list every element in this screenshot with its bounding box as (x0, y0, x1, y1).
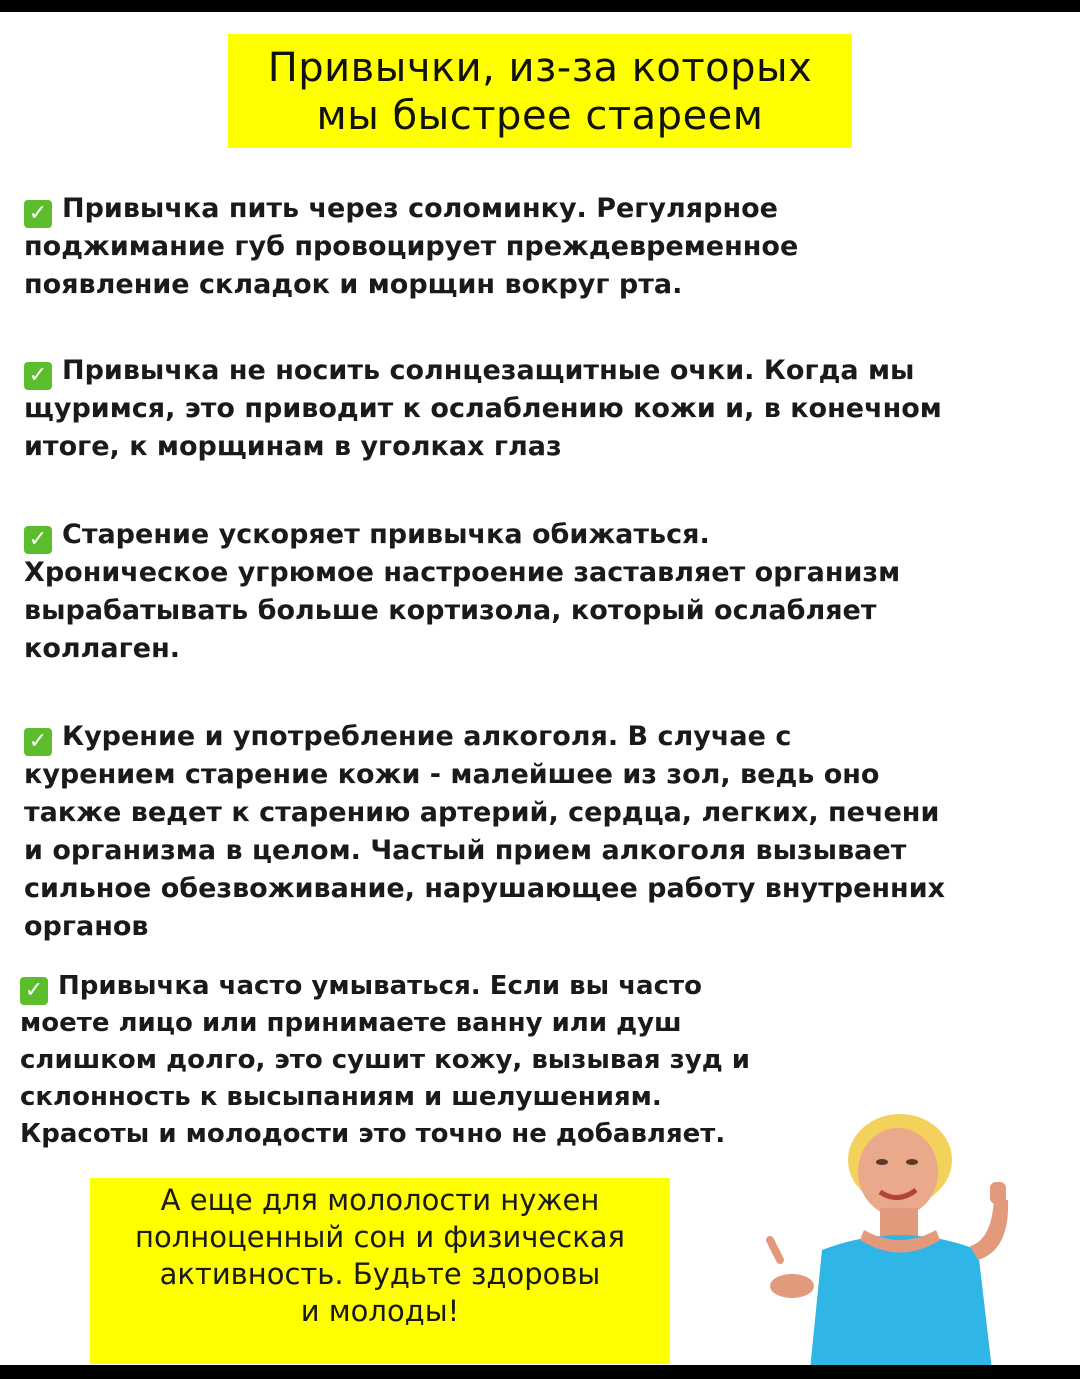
habit-item-straw (24, 190, 798, 304)
habit-item-sunglasses (24, 352, 942, 466)
habit-item-smoking-alcohol (24, 718, 945, 946)
check-box-icon: ✓ (24, 728, 52, 756)
check-box-icon: ✓ (20, 977, 48, 1005)
habit-line: Хроническое угрюмое настроение заставляет организм (24, 557, 901, 588)
footer-line: активность. Будьте здоровы (159, 1257, 601, 1291)
footer-line: и молоды! (300, 1294, 460, 1328)
habit-line: также ведет к старению артерий, сердца, легких, печени (24, 797, 940, 828)
habit-line: Привычка не носить солнцезащитные очки. Когда мы (62, 355, 915, 386)
habit-line: органов (24, 911, 149, 942)
habit-item-resentment (24, 516, 900, 668)
footer-line: полноценный сон и физическая (135, 1220, 625, 1254)
check-box-icon: ✓ (24, 526, 52, 554)
check-box-icon: ✓ (24, 362, 52, 390)
check-box-icon: ✓ (24, 200, 52, 228)
habit-line: сильное обезвоживание, нарушающее работу внутренних (24, 873, 946, 904)
habit-line: итоге, к морщинам в уголках глаз (24, 431, 562, 462)
bottom-border (0, 1365, 1080, 1379)
habit-line: слишком долго, это сушит кожу, вызывая зуд и (20, 1045, 750, 1075)
habit-line: щуримся, это приводит к ослаблению кожи и, в конечном (24, 393, 942, 424)
habit-line: курением старение кожи - малейшее из зол, ведь оно (24, 759, 880, 790)
woman-illustration (740, 1090, 1060, 1370)
title-line-2: мы быстрее стареем (316, 93, 764, 139)
footer-note (90, 1178, 670, 1364)
page-title (228, 34, 852, 148)
habit-line: Привычка часто умываться. Если вы часто (58, 971, 702, 1001)
habit-line: Привычка пить через соломинку. Регулярное (62, 193, 778, 224)
habit-line: появление складок и морщин вокруг рта. (24, 269, 683, 300)
habit-line: Курение и употребление алкоголя. В случае с (62, 721, 792, 752)
title-line-1: Привычки, из-за которых (267, 45, 813, 91)
habit-item-washing (20, 968, 750, 1153)
habit-line: моете лицо или принимаете ванну или душ (20, 1008, 682, 1038)
top-border (0, 0, 1080, 12)
habit-line: Старение ускоряет привычка обижаться. (62, 519, 710, 550)
habit-line: поджимание губ провоцирует преждевременное (24, 231, 799, 262)
habit-line: вырабатывать больше кортизола, который ослабляет (24, 595, 877, 626)
footer-line: А еще для мололости нужен (160, 1183, 600, 1217)
habit-line: склонность к высыпаниям и шелушениям. (20, 1082, 662, 1112)
habit-line: и организма в целом. Частый прием алкоголя вызывает (24, 835, 907, 866)
habit-line: Красоты и молодости это точно не добавляет. (20, 1119, 726, 1149)
habit-line: коллаген. (24, 633, 180, 664)
